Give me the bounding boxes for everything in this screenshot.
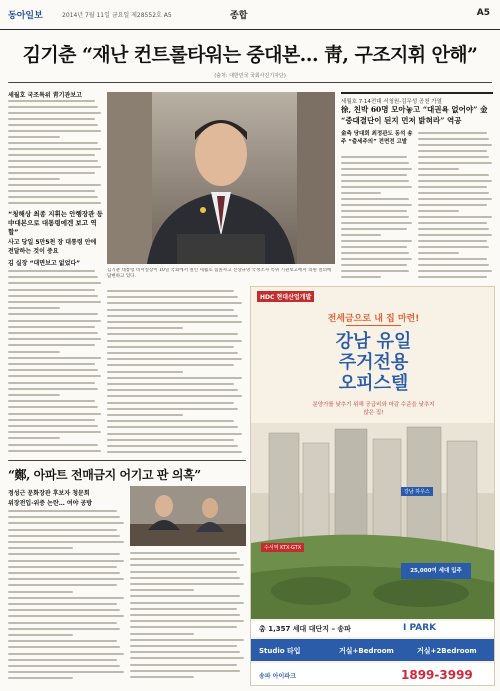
text-line [130,558,240,560]
left-pull-quote-2: 사고 당일 5만5천 장 대통령 안에 전달하는 것이 중요 [8,239,97,255]
text-line [418,204,487,206]
text-line [107,340,242,342]
text-line [341,276,381,278]
masthead-logo: 동아일보 [8,11,43,21]
text-line [418,132,487,134]
text-line [130,626,237,628]
text-line [341,180,409,182]
text-line [8,124,98,126]
text-line [8,196,98,198]
text-line [130,657,244,659]
text-line [8,516,120,518]
text-line [418,270,492,272]
ad-title-line-3: 오피스텔 [338,373,409,394]
text-line [107,377,242,379]
text-line [8,369,98,371]
text-line [107,420,234,422]
text-line [130,577,240,579]
text-line [8,437,60,439]
text-line [130,620,244,622]
text-line [418,246,489,248]
text-line [341,192,381,194]
text-line [130,639,244,641]
text-line [107,395,242,397]
text-line [8,118,95,120]
text-line [341,222,412,224]
text-line [8,184,101,186]
text-line [418,192,489,194]
text-line [341,246,407,248]
text-line [8,615,124,617]
text-line [8,289,95,291]
ad-project-prefix: 총 1,357 세대 대단지 – 송파 [259,625,351,633]
text-line [8,295,98,297]
text-line [130,564,244,566]
text-line [341,210,407,212]
text-line [8,419,95,421]
ad-project-name: I PARK [403,623,437,633]
text-line [8,659,117,661]
text-line [418,180,492,182]
text-line [8,276,98,278]
text-line [8,282,101,284]
text-line [107,352,238,354]
text-line [8,634,73,636]
right-article-kicker: 세월호 7·14전대 서청원-김무성 공천 가열 [341,99,442,105]
text-line [418,186,487,188]
ad-unit-types [251,639,495,661]
ad-contact [251,663,495,686]
text-line [8,425,98,427]
text-line [418,210,459,212]
text-line [8,646,120,648]
text-line [8,357,101,359]
page-header [0,0,500,30]
ad-unit-studio: Studio 타입 [259,647,301,655]
news-photo [107,92,335,264]
text-line [107,333,238,335]
text-line [107,451,242,453]
text-line [8,535,120,537]
text-line [8,572,120,574]
photo-caption: 김기춘 대통령 비서실장이 10일 국회에서 열린 세월호 침몰사고 진상규명 국정조사 특위 기관보고에서 의원 질의에 답변하고 있다. [107,268,332,279]
bottom-article-subhead: 위장전입·위증 논란… 여야 공방 [8,500,93,507]
text-line [130,676,194,678]
text-line [107,358,242,360]
text-line [8,522,124,524]
text-line [8,160,98,162]
bottom-article-kicker: 정성근 문화장관 후보자 청문회 [8,490,90,497]
text-line [130,614,240,616]
text-line [8,148,101,150]
text-line [8,400,95,402]
page-number: A5 [476,8,490,18]
text-line [8,375,101,377]
text-line [130,670,240,672]
text-line [8,332,98,334]
text-line [8,406,98,408]
text-line [130,651,240,653]
text-line [8,363,95,365]
text-line [107,327,183,329]
text-line [341,156,407,158]
text-line [107,321,242,323]
text-line [8,301,101,303]
ad-project-bar [251,621,495,637]
text-line [8,142,98,144]
text-line [418,252,459,254]
text-line [130,608,237,610]
ad-rendering [251,423,495,619]
text-line [8,178,60,180]
text-line [130,589,194,591]
ad-side-brand: 송파 아이파크 [259,673,296,680]
text-line [8,326,95,328]
text-line [8,431,101,433]
main-headline: 김기춘 “재난 컨트롤타워는 중대본… 靑, 구조지휘 안해” [22,44,478,66]
ad-slogan: 전세금으로 내 집 마련! [327,314,420,324]
text-line [107,371,183,373]
text-line [130,583,244,585]
text-line [107,408,238,410]
text-line [8,413,101,415]
text-line [8,313,98,315]
text-line [8,566,117,568]
text-line [8,270,95,272]
text-line [8,609,120,611]
text-line [8,603,117,605]
text-line [418,222,487,224]
left-article-kicker: 세월호 국조특위 靑기관보고 [8,92,82,99]
text-line [341,264,407,266]
text-line [8,547,73,549]
text-line [8,553,120,555]
ad-title-line-1: 강남 유일 [335,331,412,352]
ad-badge: 25,000여 세대 입주 [401,563,471,579]
text-line [107,426,238,428]
text-line [418,138,489,140]
text-line [130,571,237,573]
text-line [8,320,101,322]
text-line [418,144,492,146]
text-line [8,344,95,346]
text-line [418,150,487,152]
dateline: 2014년 7월 11일 금요일 제28552호 A5 [62,12,172,19]
text-line [8,450,101,452]
text-line [418,264,489,266]
text-line [8,351,60,353]
text-line [418,234,492,236]
ad-phone: 1899-3999 [401,668,473,682]
text-line [107,309,234,311]
text-line [418,174,489,176]
ad-title-line-2: 주거전용 [338,352,409,373]
text-line [107,389,238,391]
text-line [8,382,95,384]
text-line [418,216,492,218]
text-line [8,628,120,630]
text-line [8,597,124,599]
text-line [8,338,101,340]
text-line [418,162,492,164]
text-line [8,388,98,390]
text-line [341,204,412,206]
text-line [8,444,98,446]
text-line [8,130,101,132]
text-line [107,414,183,416]
right-article-subhead: 金측 당대회 최정관도 동석 송주 “출세주의” 전면전 고발 [341,131,413,145]
text-line [8,394,60,396]
ad-label-station: 수서역 KTX·GTX [261,543,304,552]
text-line [107,402,234,404]
text-line [341,162,409,164]
text-line [107,302,242,304]
text-line [107,346,234,348]
text-line [8,640,117,642]
text-line [8,136,60,138]
text-line [341,258,412,260]
text-line [8,665,120,667]
section-title: 종합 [230,11,248,21]
text-line [341,174,407,176]
text-line [8,653,124,655]
left-pull-quote-3: 김 실장 “대면보고 없었다” [8,260,81,267]
text-line [8,591,73,593]
bottom-article-headline: “鄭, 아파트 전매금지 어기고 판 의혹” [8,468,201,482]
text-line [8,190,95,192]
text-line [107,439,234,441]
text-line [8,106,98,108]
text-line [8,584,117,586]
text-line [418,258,487,260]
text-line [341,228,407,230]
text-line [341,270,409,272]
text-line [8,112,101,114]
ad-brand: HDC 현대산업개발 [257,291,314,302]
hearing-photo [130,486,246,546]
text-line [418,198,492,200]
ad-unit-bedroom: 거실+Bedroom [339,647,394,655]
text-line [8,154,95,156]
text-line [130,633,194,635]
text-line [8,202,101,204]
text-line [8,100,95,102]
text-line [107,433,242,435]
text-line [341,234,381,236]
text-line [130,664,237,666]
ad-label-gangnam: 강남 하우스 [401,487,433,496]
text-line [107,315,238,317]
text-line [8,529,117,531]
left-pull-quote: “청해상 최종 지휘는 안행장관 등 中대본으로 대통령에겐 보고 역할” [8,210,103,236]
photo-credit: (출처: 대한민국 국회사진기자단) [214,73,286,79]
text-line [107,364,234,366]
text-line [418,240,487,242]
text-line [8,510,117,512]
text-line [341,240,412,242]
text-line [418,276,487,278]
text-line [8,560,124,562]
text-line [130,602,244,604]
text-line [341,186,412,188]
text-line [107,445,238,447]
text-line [8,172,95,174]
text-line [418,156,489,158]
text-line [418,168,459,170]
ad-tagline: 분양가를 낮추기 위해 공급비와 마감 수준을 낮추지 않은 집! [312,402,435,416]
text-line [8,677,73,679]
text-line [8,578,124,580]
text-line [130,552,237,554]
text-line [341,252,409,254]
text-line [107,383,234,385]
text-line [8,541,124,543]
text-line [341,216,409,218]
text-line [341,198,409,200]
text-line [8,622,117,624]
text-line [107,296,238,298]
text-line [130,595,240,597]
apartment-advertisement [250,286,495,686]
text-line [107,290,234,292]
right-article-headline: 徐, 친박 60명 모아놓고 “대권욕 없어야” 金 “중대결단이 된지 먼저 밝혀라” 역공 [341,105,488,125]
text-line [8,671,124,673]
text-line [8,166,101,168]
text-line [341,168,412,170]
text-line [130,645,237,647]
text-line [8,307,60,309]
text-line [418,228,489,230]
ad-unit-two-bedroom: 거실+2Bedroom [417,647,477,655]
